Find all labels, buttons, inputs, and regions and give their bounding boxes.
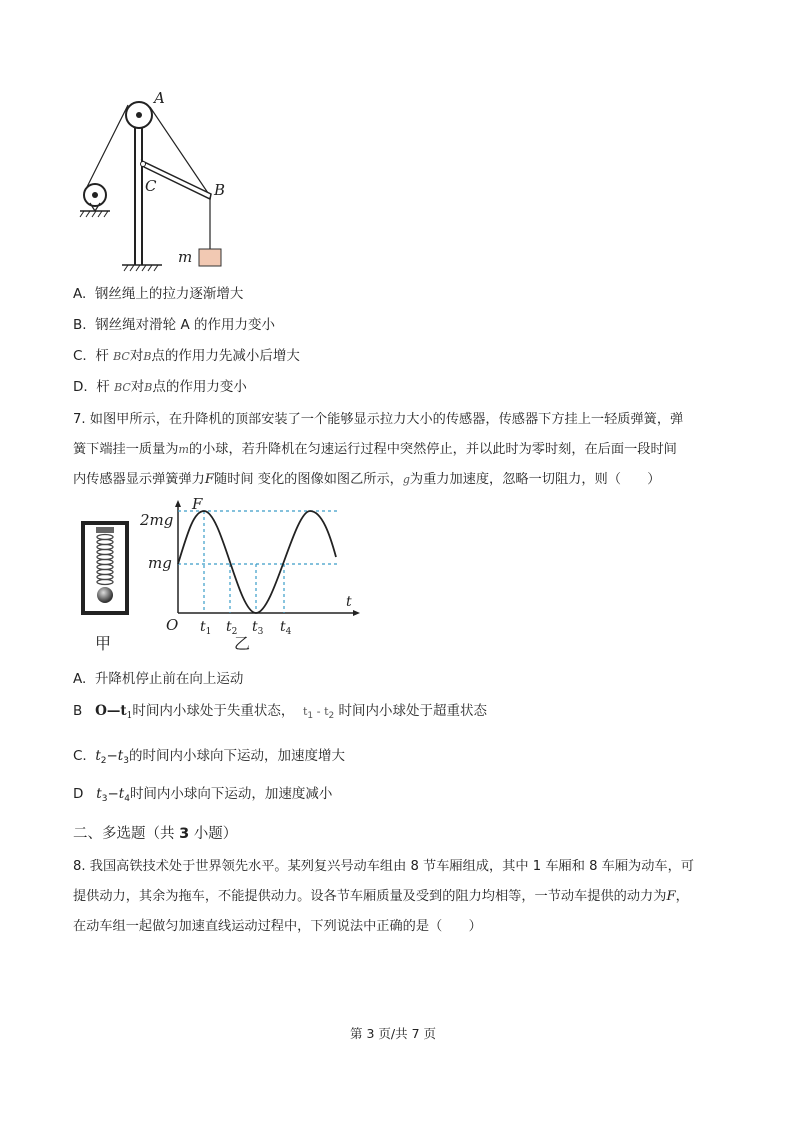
q8-line-2: 提供动力，其余为拖车，不能提供动力。设各节车厢质量及受到的阻力均相等，一节动车提供的动力为F， bbox=[73, 889, 689, 904]
section-heading: 二、多选题（共 3 小题） bbox=[73, 826, 238, 842]
q7-line-3: 内传感器显示弹簧弹力F随时间 变化的图像如图乙所示，g为重力加速度，忽略一切阻力，则（ ） bbox=[73, 472, 661, 487]
label-t3: $t_3$ bbox=[252, 619, 264, 637]
mass-block bbox=[199, 249, 221, 266]
q7-line-2: 簧下端挂一质量为m的小球，若升降机在匀速运行过程中突然停止，并以此时为零时刻，在后面一段时间 bbox=[73, 442, 677, 457]
q7-option-b: B $O—t_1$时间内小球处于失重状态， $t_1 - t_2$ 时间内小球处于超重状态 bbox=[73, 703, 488, 721]
label-2mg: 2mg bbox=[140, 511, 174, 529]
label-t1: $t_1$ bbox=[200, 619, 212, 637]
label-t4: $t_4$ bbox=[280, 619, 292, 637]
pulley-rod-figure bbox=[70, 85, 250, 285]
label-yi: 乙 bbox=[234, 634, 251, 653]
q8-line-1: 8. 我国高铁技术处于世界领先水平。某列复兴号动车组由 8 节车厢组成，其中 1 车厢和 8 车厢为动车，可 bbox=[73, 859, 694, 874]
q6-option-b: B. 钢丝绳对滑轮 A 的作用力变小 bbox=[73, 317, 275, 333]
force-curve bbox=[178, 511, 336, 613]
label-t2: $t_2$ bbox=[226, 619, 238, 637]
label-b: B bbox=[214, 181, 226, 199]
q6-option-c: C. 杆 BC对B点的作用力先减小后增大 bbox=[73, 348, 300, 364]
spring-ball bbox=[97, 587, 113, 603]
origin-label: O bbox=[166, 616, 179, 634]
q7-option-c: C. $t_2-t_3$的时间内小球向下运动，加速度增大 bbox=[73, 748, 345, 766]
axis-f-label: F bbox=[192, 495, 203, 513]
page-footer: 第 3 页/共 7 页 bbox=[350, 1026, 437, 1041]
q6-option-a: A. 钢丝绳上的拉力逐渐增大 bbox=[73, 286, 244, 302]
label-c: C bbox=[145, 177, 157, 195]
q7-option-d: D $t_3-t_4$时间内小球向下运动，加速度减小 bbox=[73, 786, 333, 804]
spring-and-graph-figure bbox=[70, 495, 370, 665]
label-mg: mg bbox=[148, 554, 172, 572]
q8-line-3: 在动车组一起做匀加速直线运动过程中，下列说法中正确的是（ ） bbox=[73, 919, 482, 934]
label-a: A bbox=[154, 89, 165, 107]
label-jia: 甲 bbox=[95, 634, 112, 653]
q6-option-d: D. 杆 BC对B点的作用力变小 bbox=[73, 379, 247, 395]
q7-line-1: 7. 如图甲所示，在升降机的顶部安装了一个能够显示拉力大小的传感器，传感器下方挂上一轻质弹簧，弹 bbox=[73, 412, 684, 427]
label-m: m bbox=[178, 248, 193, 266]
q7-option-a: A. 升降机停止前在向上运动 bbox=[73, 671, 244, 687]
axis-t-label: t bbox=[346, 594, 352, 610]
